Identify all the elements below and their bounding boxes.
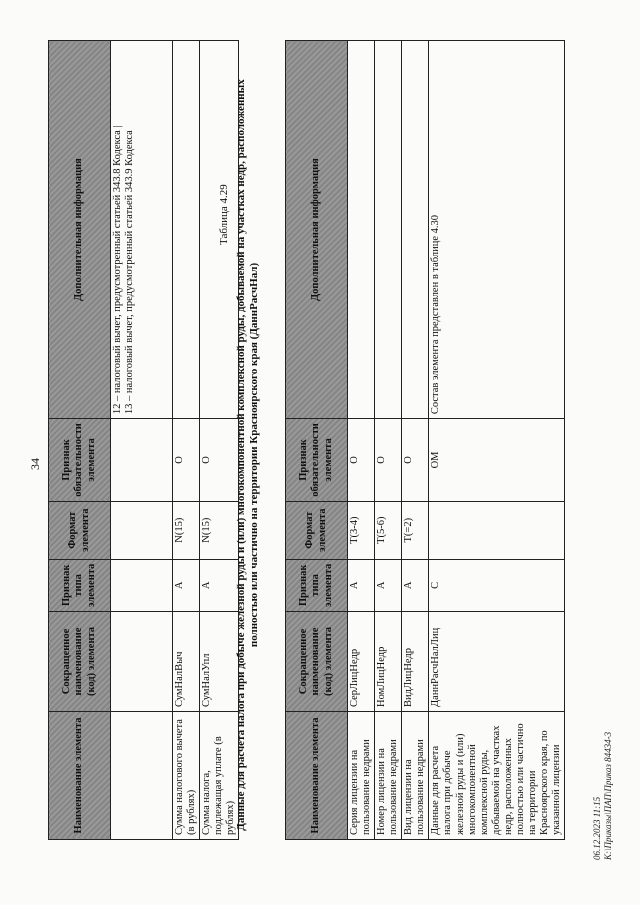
table-cell: Вид лицензии на пользование недрами <box>402 712 429 840</box>
header-cell: Дополнительная информация <box>286 41 348 419</box>
table-cell: СерЛицНедр <box>348 612 375 712</box>
table-cell <box>111 501 173 559</box>
table-header-row <box>286 41 348 840</box>
table-cell: О <box>200 419 239 502</box>
table-cell <box>111 559 173 611</box>
header-cell: Признак типа элемента <box>49 559 111 611</box>
table-cell: Данные для расчета налога при добыче железной руды и (или) многокомпонентной комплексной руды, добываемой на участках недр, расположенных полностью или частично на территории Красноярского края, по указанной лицензии <box>429 712 565 840</box>
table-title: Данные для расчета налога при добыче железной руды и (или) многокомпонентной комплексной руды, добываемой на участках недр, расположенных полностью или частично на территории Красноярского края (ДаннРасчНал) <box>235 79 261 831</box>
table-cell: Номер лицензии на пользование недрами <box>375 712 402 840</box>
table-cell: О <box>402 419 429 502</box>
table-cell: НомЛицНедр <box>375 612 402 712</box>
header-cell: Признак обязательности элемента <box>286 419 348 502</box>
header-cell: Формат элемента <box>49 501 111 559</box>
page-number: 34 <box>28 458 42 470</box>
table-cell: N(15) <box>173 501 200 559</box>
table-cell: Состав элемента представлен в таблице 4.30 <box>429 41 565 419</box>
header-cell: Признак обязательности элемента <box>49 419 111 502</box>
table-cell: А <box>402 559 429 611</box>
table-row <box>429 41 565 840</box>
table-row <box>111 41 173 840</box>
additional-info-cell: 12 – налоговый вычет, предусмотренный статьей 343.8 Кодекса | 13 – налоговый вычет, предусмотренный статьей 343.9 Кодекса <box>111 41 173 419</box>
table-cell <box>375 41 402 419</box>
table-cell: СумНалВыч <box>173 612 200 712</box>
header-cell: Сокращенное наименование (код) элемента <box>286 612 348 712</box>
stamp-path: К:\Приказы\ПАП\Приказ 84434-3 <box>602 731 613 860</box>
table-cell: N(15) <box>200 501 239 559</box>
table-cell: Сумма налогового вычета (в рублях) <box>173 712 200 840</box>
table-row <box>173 41 200 840</box>
table-row <box>348 41 375 840</box>
header-cell: Сокращенное наименование (код) элемента <box>49 612 111 712</box>
table-cell <box>111 419 173 502</box>
table-row <box>375 41 402 840</box>
stamp-date: 06.12.2023 11:15 <box>592 796 602 860</box>
table-cell: ОМ <box>429 419 565 502</box>
table-cell: T(3-4) <box>348 501 375 559</box>
table-cell: А <box>375 559 402 611</box>
table-cell: О <box>348 419 375 502</box>
header-cell: Формат элемента <box>286 501 348 559</box>
table-cell: О <box>375 419 402 502</box>
table-header-row <box>49 41 111 840</box>
table-cell <box>111 612 173 712</box>
table-row <box>200 41 239 840</box>
table-cell: ДаннРасчНалЛиц <box>429 612 565 712</box>
table-cell <box>111 712 173 840</box>
header-cell: Наименование элемента <box>49 712 111 840</box>
table-cell: С <box>429 559 565 611</box>
table-cell: T(=2) <box>402 501 429 559</box>
table-cell: T(5-6) <box>375 501 402 559</box>
footer-stamp <box>592 732 614 860</box>
table-cell: Серия лицензии на пользование недрами <box>348 712 375 840</box>
table-caption: Таблица 4.29 <box>218 184 230 245</box>
table-cell <box>348 41 375 419</box>
table-row <box>402 41 429 840</box>
header-cell: Дополнительная информация <box>49 41 111 419</box>
table-cell: СумНалУпл <box>200 612 239 712</box>
table-cell: А <box>348 559 375 611</box>
table-cell: А <box>200 559 239 611</box>
table-continued <box>48 40 239 840</box>
table-cell <box>429 501 565 559</box>
table-cell: О <box>173 419 200 502</box>
header-cell: Наименование элемента <box>286 712 348 840</box>
header-cell: Признак типа элемента <box>286 559 348 611</box>
table-dannraschnal <box>285 40 565 840</box>
table-cell: Сумма налога, подлежащая уплате (в рублях) <box>200 712 239 840</box>
table-cell <box>173 41 200 419</box>
table-cell: ВидЛицНедр <box>402 612 429 712</box>
table-cell <box>402 41 429 419</box>
table-cell: А <box>173 559 200 611</box>
